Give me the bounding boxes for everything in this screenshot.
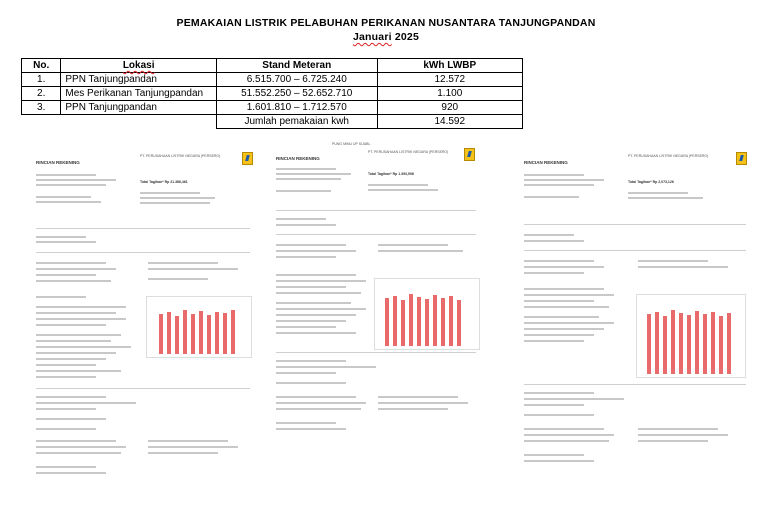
cell-no: 2. xyxy=(22,87,61,101)
cell-stand: 1.601.810 – 1.712.570 xyxy=(216,101,377,115)
bill-caption: PUNG MINU UP SIJABL xyxy=(332,142,371,146)
bill-total: Total Tagihan* Rp 2,073,126 xyxy=(628,180,674,184)
period-month: Januari xyxy=(352,31,392,43)
cell-no: 3. xyxy=(22,101,61,115)
cell-stand: 6.515.700 – 6.725.240 xyxy=(216,73,377,87)
bill-usage-chart xyxy=(636,294,746,378)
bill-heading: RINCIAN REKENING xyxy=(524,160,568,165)
bill-usage-chart xyxy=(374,278,480,350)
bill-image-2 xyxy=(268,140,486,520)
header-stand: Stand Meteran xyxy=(216,59,377,73)
total-value: 14.592 xyxy=(377,115,522,129)
header-lokasi: Lokasi xyxy=(61,59,217,73)
bill-company: PT. PERUSAHAAN LISTRIK NEGARA (PERSERO) xyxy=(628,154,709,158)
bill-heading: RINCIAN REKENING xyxy=(276,156,320,161)
bill-company: PT. PERUSAHAAN LISTRIK NEGARA (PERSERO) xyxy=(368,150,449,154)
header-no: No. xyxy=(22,59,61,73)
cell-no: 1. xyxy=(22,73,61,87)
cell-lokasi: PPN Tanjungpandan xyxy=(61,73,217,87)
table-total-row xyxy=(22,115,523,129)
bill-heading: RINCIAN REKENING xyxy=(36,160,80,165)
cell-lokasi: PPN Tanjungpandan xyxy=(61,101,217,115)
table-header-row xyxy=(22,59,523,73)
page-subtitle xyxy=(0,31,772,43)
bill-image-1 xyxy=(28,148,258,520)
cell-kwh: 920 xyxy=(377,101,522,115)
cell-lokasi: Mes Perikanan Tanjungpandan xyxy=(61,87,217,101)
page-title: PEMAKAIAN LISTRIK PELABUHAN PERIKANAN NUSANTARA TANJUNGPANDAN xyxy=(176,17,596,29)
bill-total: Total Tagihan* Rp 1.393,998 xyxy=(368,172,414,176)
table-row xyxy=(22,87,523,101)
bill-usage-chart xyxy=(146,296,252,358)
cell-stand: 51.552.250 – 52.652.710 xyxy=(216,87,377,101)
cell-kwh: 1.100 xyxy=(377,87,522,101)
cell-kwh: 12.572 xyxy=(377,73,522,87)
usage-table xyxy=(21,58,523,129)
bill-total: Total Tagihan* Rp 21.386,461 xyxy=(140,180,188,184)
table-row xyxy=(22,101,523,115)
header-kwh: kWh LWBP xyxy=(377,59,522,73)
bill-company: PT. PERUSAHAAN LISTRIK NEGARA (PERSERO) xyxy=(140,154,221,158)
total-label: Jumlah pemakaian kwh xyxy=(216,115,377,129)
pln-logo-icon xyxy=(242,152,253,165)
pln-logo-icon xyxy=(464,148,475,161)
period-year: 2025 xyxy=(394,31,420,43)
bill-image-3 xyxy=(518,148,754,520)
pln-logo-icon xyxy=(736,152,747,165)
table-row xyxy=(22,73,523,87)
